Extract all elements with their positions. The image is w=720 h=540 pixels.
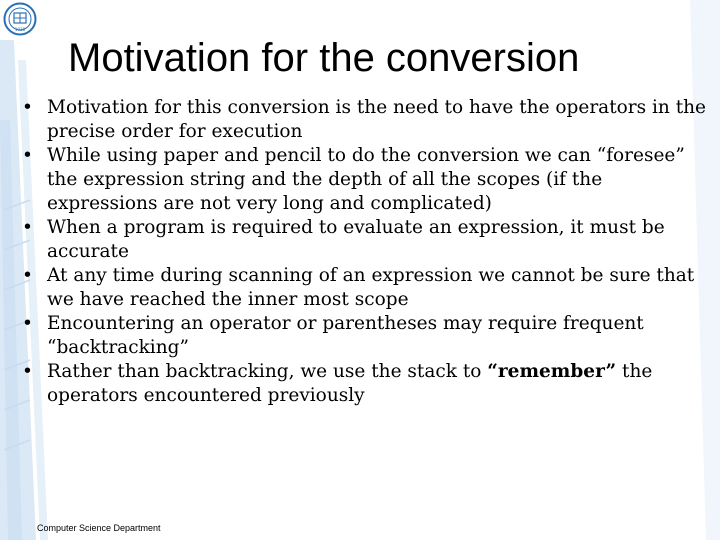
footer-department: Computer Science Department [37,523,161,533]
bullet-item [22,360,712,408]
bullet-marker: • [22,313,33,334]
bullet-marker: • [22,265,33,286]
bullet-text: Motivation for this conversion is the need to have the operators in the precise order for execution [47,97,707,142]
university-seal-logo [3,2,37,36]
bullet-list [22,96,712,408]
bullet-item [22,144,712,216]
bullet-text: At any time during scanning of an expression we cannot be sure that we have reached the inner most scope [47,265,695,310]
bullet-item [22,96,712,144]
svg-text:1938: 1938 [14,27,26,32]
bullet-text: When a program is required to evaluate an expression, it must be accurate [47,217,665,262]
bullet-item [22,312,712,360]
bullet-text: While using paper and pencil to do the conversion we can “foresee” the expression string and the depth of all the scopes (if the expressions are not very long and complicated) [47,145,685,214]
bullet-text: Encountering an operator or parentheses may require frequent “backtracking” [47,313,644,358]
bullet-item [22,216,712,264]
bullet-marker: • [22,97,33,118]
slide-title: Motivation for the conversion [68,36,580,80]
bullet-marker: • [22,217,33,238]
bullet-item [22,264,712,312]
bullet-text-before: Rather than backtracking, we use the stack to [47,361,488,382]
bullet-marker: • [22,361,33,382]
bullet-text-after: the operators encountered previously [47,361,653,406]
bullet-marker: • [22,145,33,166]
bullet-emphasis: “remember” [487,361,617,382]
